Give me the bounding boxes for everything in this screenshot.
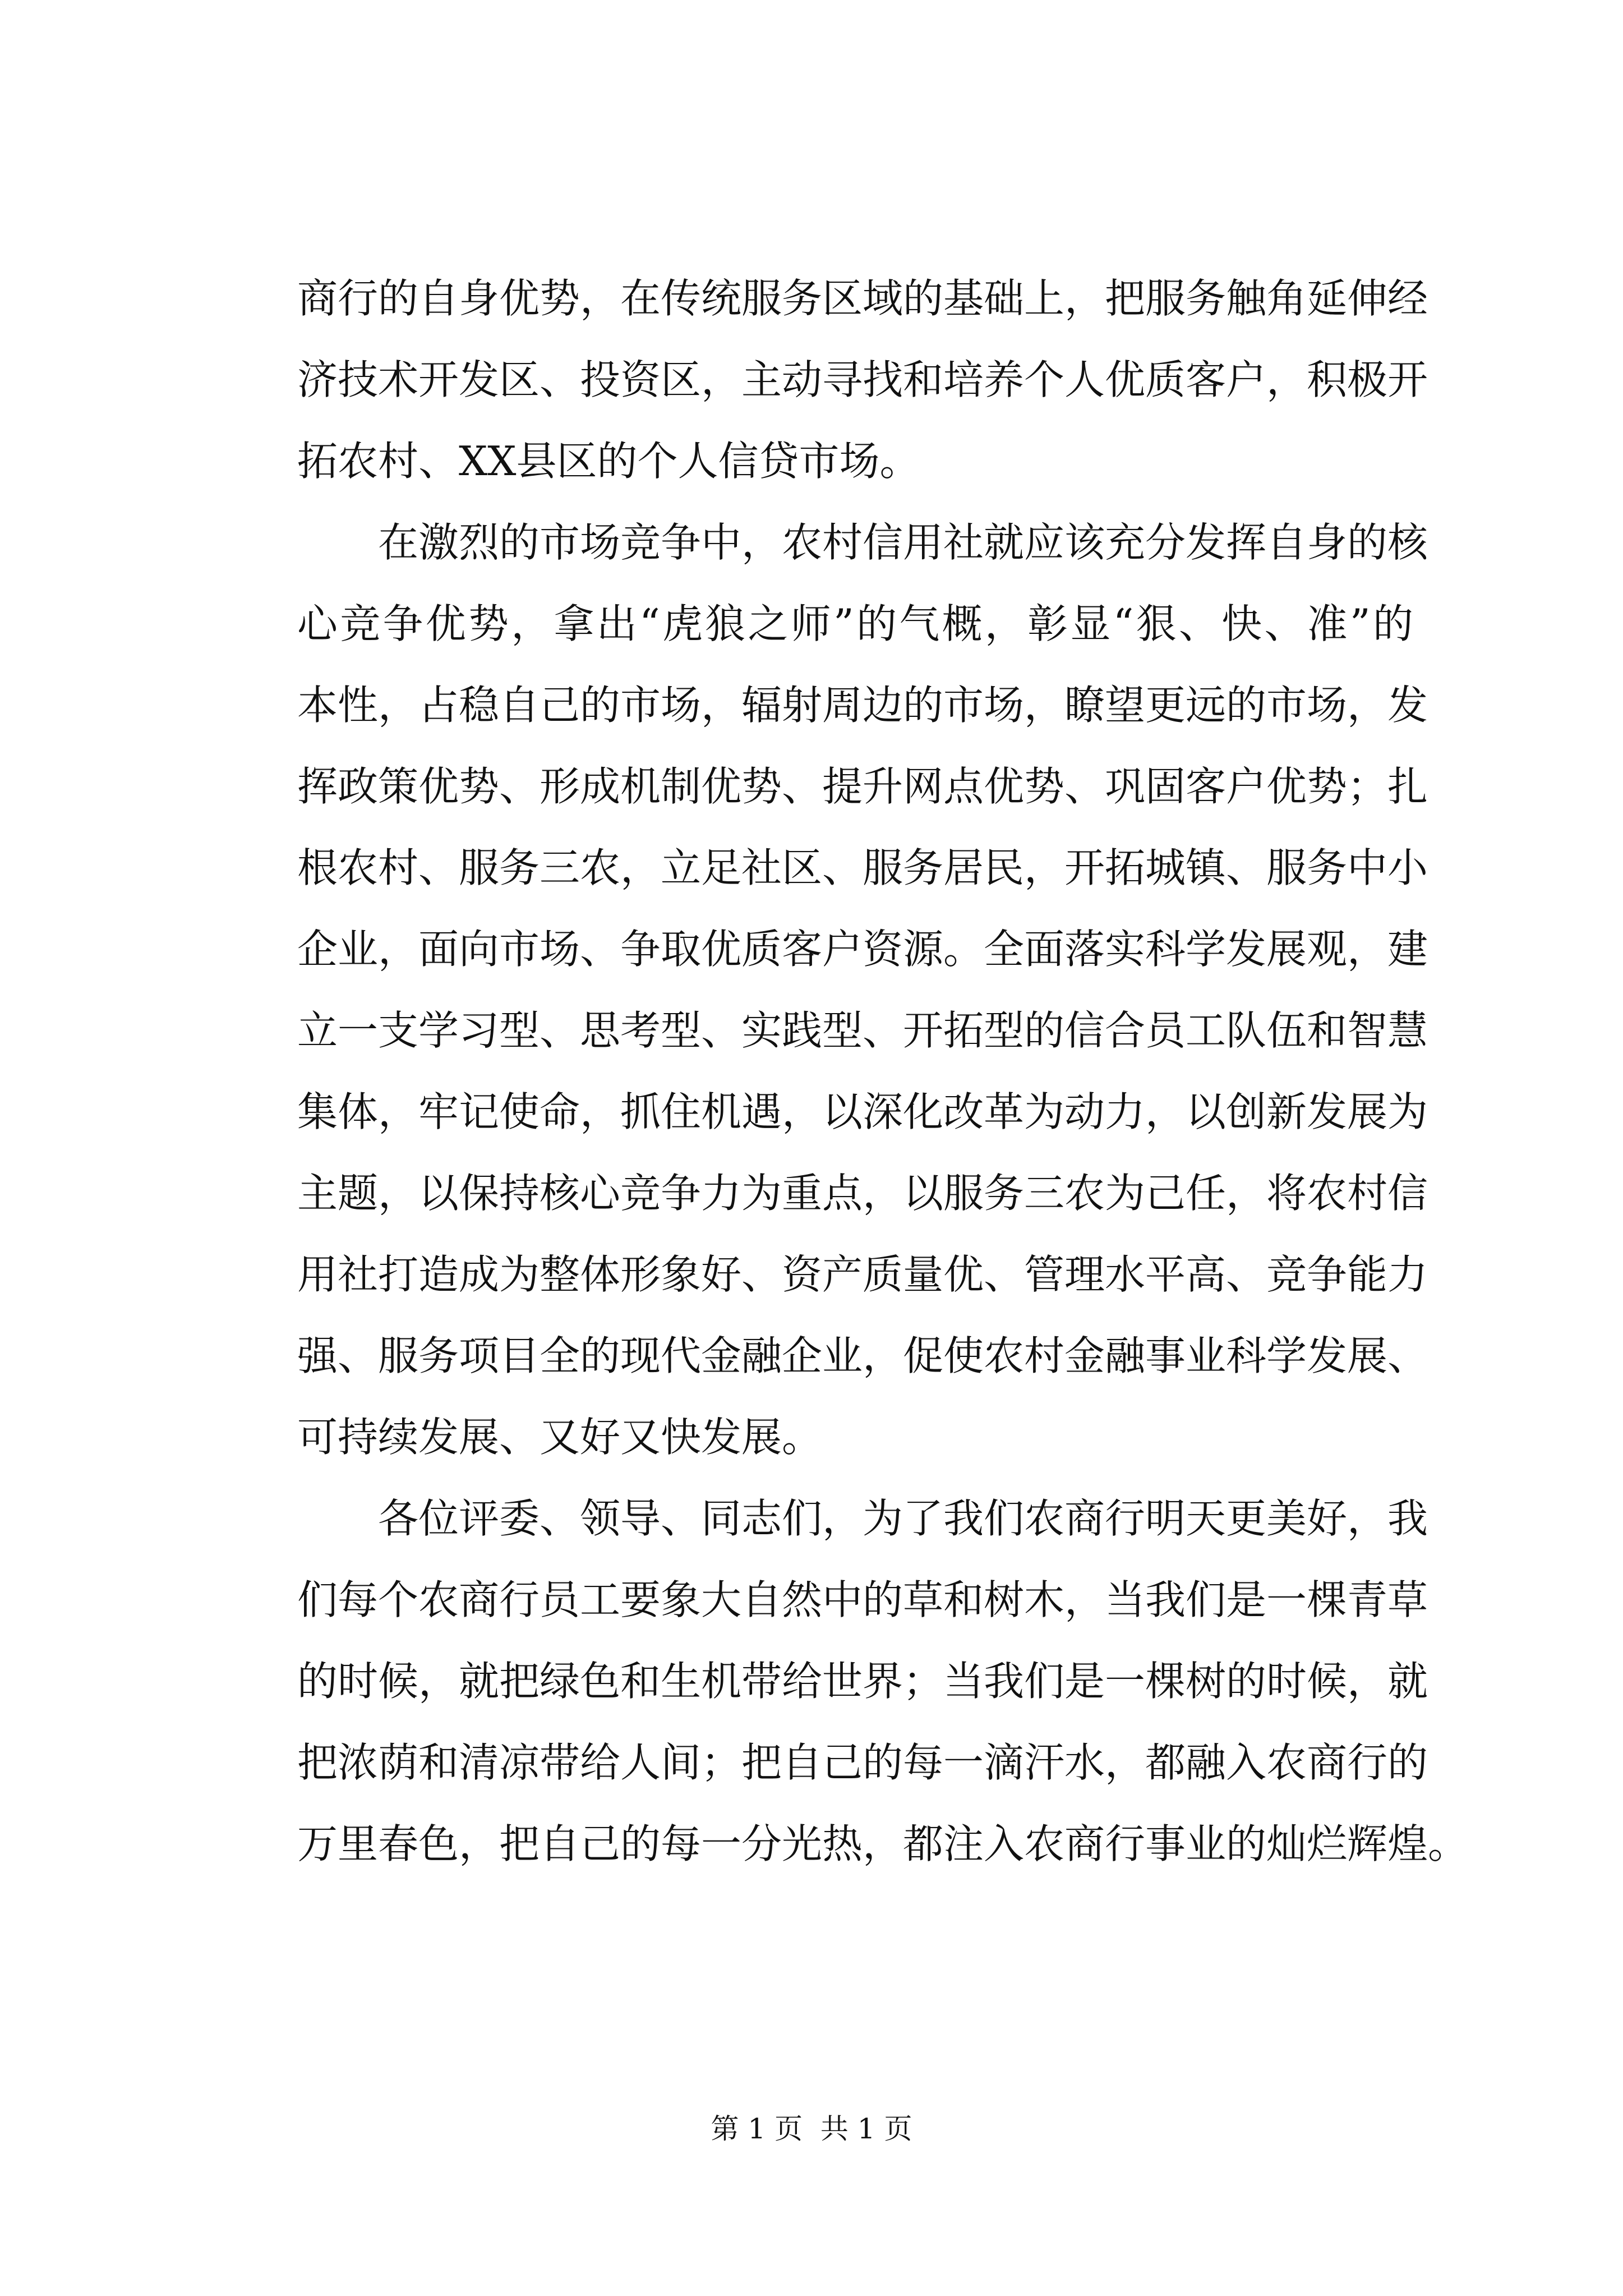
text-line: 企业，面向市场、争取优质客户资源。全面落实科学发展观，建 [297,926,1428,973]
page-number-label: 第 1 页 共 1 页 [711,2113,912,2145]
text-line: 集体，牢记使命，抓住机遇，以深化改革为动力，以创新发展为 [297,1088,1428,1135]
text-line: 们每个农商行员工要象大自然中的草和树木，当我们是一棵青草 [297,1576,1428,1623]
text-line: 立一支学习型、思考型、实践型、开拓型的信合员工队伍和智慧 [297,1007,1428,1054]
text-line: 挥政策优势、形成机制优势、提升网点优势、巩固客户优势；扎 [297,763,1428,810]
text-line: 主题，以保持核心竞争力为重点，以服务三农为己任，将农村信 [297,1170,1428,1217]
paragraph-2 [297,502,1428,1478]
text-line: 强、服务项目全的现代金融企业，促使农村金融事业科学发展、 [297,1332,1428,1379]
text-line: 本性，占稳自己的市场，辐射周边的市场，瞭望更远的市场，发 [297,682,1428,729]
text-line: 用社打造成为整体形象好、资产质量优、管理水平高、竞争能力 [297,1251,1428,1298]
text-line: 根农村、服务三农，立足社区、服务居民，开拓城镇、服务中小 [297,844,1428,891]
text-line: 拓农村、XX县区的个人信贷市场。 [297,438,920,485]
text-line: 济技术开发区、投资区，主动寻找和培养个人优质客户，积极开 [297,356,1428,403]
text-line: 万里春色，把自己的每一分光热，都注入农商行事业的灿烂辉煌。 [297,1820,1469,1867]
text-line: 把浓荫和清凉带给人间；把自己的每一滴汗水，都融入农商行的 [297,1739,1428,1786]
document-body [297,258,1469,1885]
text-line: 在激烈的市场竞争中，农村信用社就应该充分发挥自身的核 [378,519,1428,566]
page-footer [0,2109,1623,2148]
text-line: 各位评委、领导、同志们，为了我们农商行明天更美好，我 [378,1495,1428,1542]
text-line: 的时候，就把绿色和生机带给世界；当我们是一棵树的时候，就 [297,1658,1428,1705]
paragraph-3 [297,1478,1469,1885]
text-line: 商行的自身优势，在传统服务区域的基础上，把服务触角延伸经 [297,275,1428,322]
text-line: 心竞争优势，拿出“虎狼之师”的气概，彰显“狠、快、准”的 [297,600,1413,647]
text-line: 可持续发展、又好又快发展。 [297,1414,823,1461]
paragraph-1 [297,258,1428,502]
